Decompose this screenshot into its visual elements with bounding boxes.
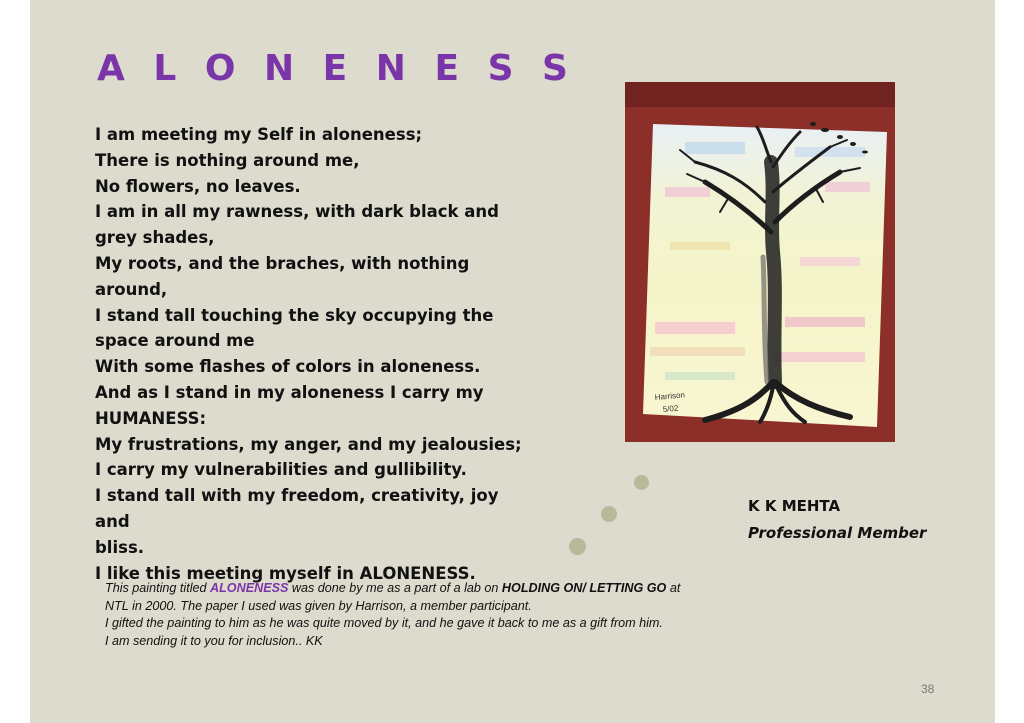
poem-line: And as I stand in my aloneness I carry my: [95, 382, 484, 402]
poem-line: I am in all my rawness, with dark black and: [95, 202, 499, 222]
poem-line: With some flashes of colors in aloneness.: [95, 357, 481, 377]
note-line-2: NTL in 2000. The paper I used was given by Harrison, a member participant.: [105, 598, 532, 613]
note-text: was done by me as a part of a lab on: [288, 581, 502, 595]
poem-line: I am meeting my Self in aloneness;: [95, 125, 423, 144]
note-line-3: I gifted the painting to him as he was quite moved by it, and he gave it back to me as a gift from him.: [105, 616, 663, 630]
poem-line: There is nothing around me,: [95, 150, 360, 170]
note-painting-title: ALONENESS: [210, 581, 289, 595]
author-role: Professional Member: [748, 524, 927, 542]
thought-bubble: [569, 538, 586, 555]
poem-line: grey shades,: [95, 228, 215, 248]
painting-backdrop-shadow: [625, 82, 895, 107]
note-lab-name: HOLDING ON/ LETTING GO: [501, 581, 667, 595]
thought-bubble: [634, 475, 649, 490]
slide: [30, 0, 995, 723]
poem-line: I like this meeting myself in ALONENESS.: [95, 563, 476, 583]
note-text: This painting titled: [105, 581, 211, 595]
tree-painting: [625, 82, 895, 442]
poem-line: I carry my vulnerabilities and gullibility.: [95, 460, 467, 480]
tree-trunk: [771, 162, 775, 382]
poem-line: space around me: [95, 331, 255, 351]
poem-line: My roots, and the braches, with nothing: [95, 253, 470, 273]
poem-line: I stand tall with my freedom, creativity, joy and: [95, 486, 499, 531]
painting-signature: Harrison: [654, 390, 686, 402]
page-number: 38: [921, 682, 935, 696]
note-text: at: [666, 581, 681, 595]
note-line-4: I am sending it to you for inclusion.. KK: [105, 633, 323, 648]
note-line-1: [105, 580, 745, 598]
poem-line: HUMANESS:: [95, 408, 207, 428]
poem-line: around,: [95, 279, 168, 299]
poem-line: bliss.: [95, 537, 145, 557]
author-block: [748, 497, 926, 542]
poem-line: I stand tall touching the sky occupying the: [95, 305, 494, 325]
author-name: K K MEHTA: [748, 497, 841, 515]
painting-note: [105, 580, 745, 650]
poem-line: No flowers, no leaves.: [95, 176, 301, 196]
poem-line: My frustrations, my anger, and my jealousies;: [95, 434, 522, 454]
poem: [95, 122, 535, 586]
thought-bubble: [601, 506, 617, 522]
slide-title: A L O N E N E S S: [97, 48, 576, 89]
painting-signature-date: 5/02: [662, 403, 679, 414]
